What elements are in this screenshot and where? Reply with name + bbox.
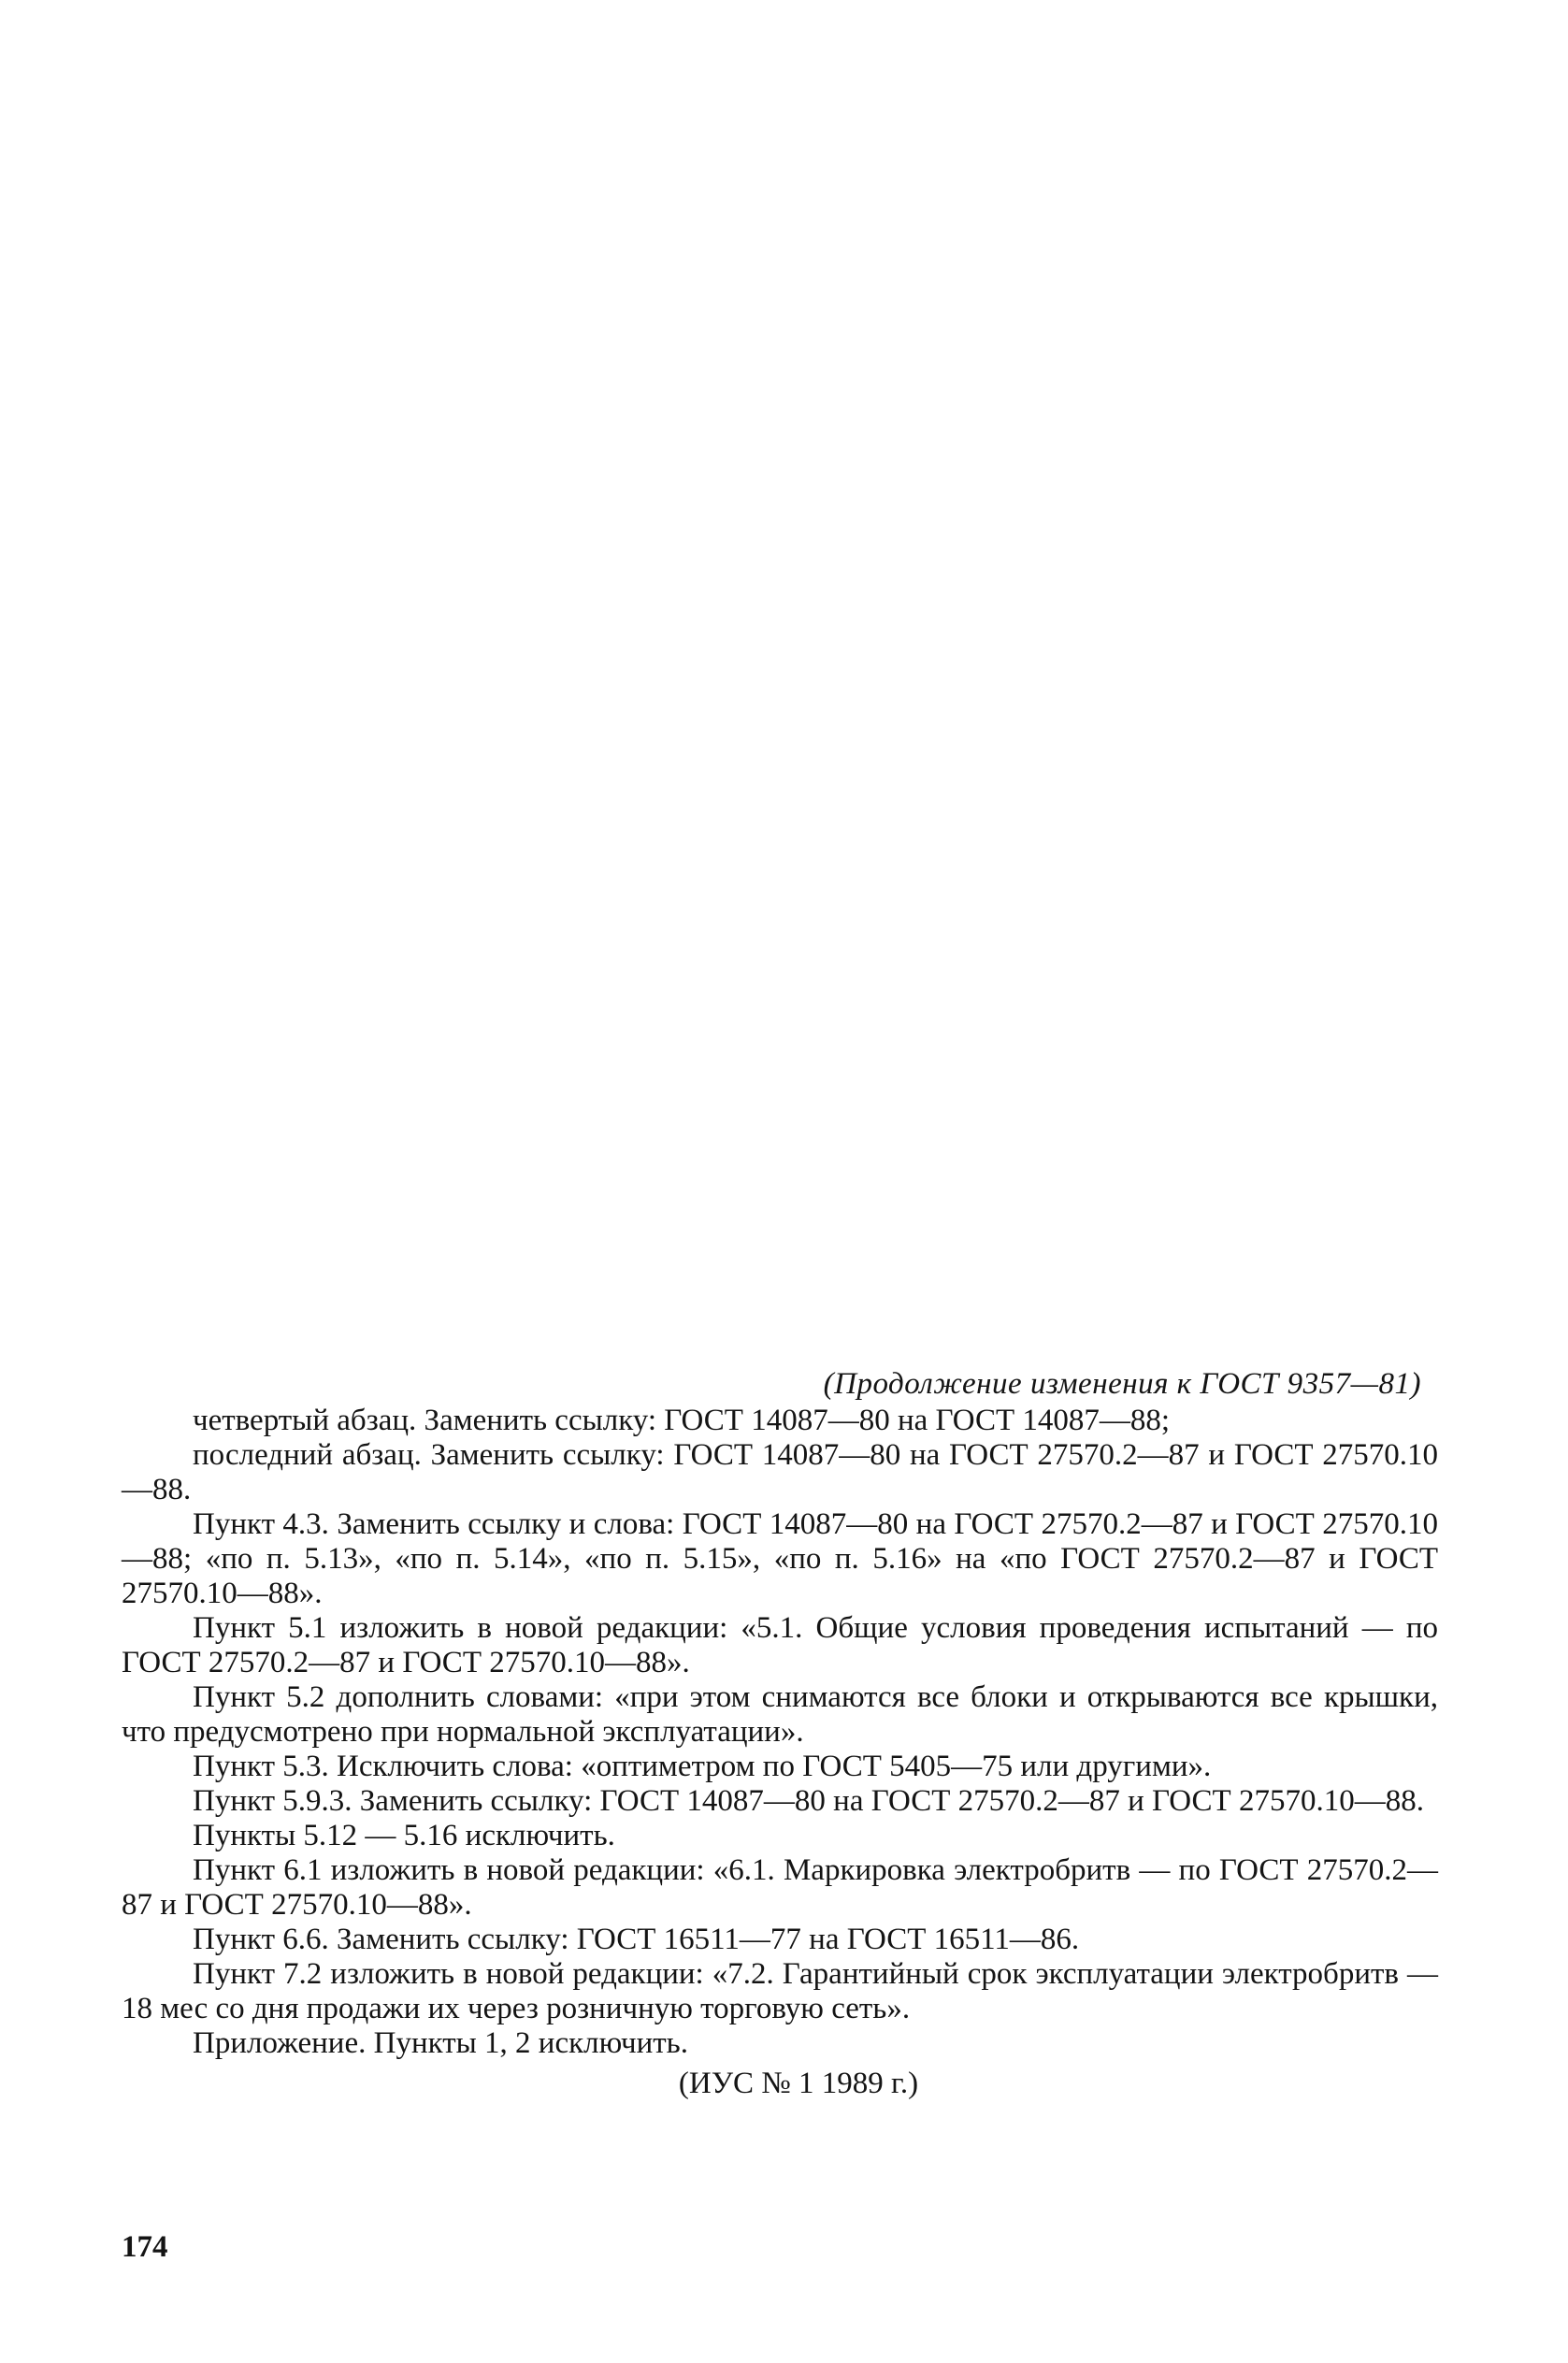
- paragraph-10: Пункт 6.6. Заменить ссылку: ГОСТ 16511—77 на ГОСТ 16511—86.: [193, 1923, 1080, 1956]
- paragraph-6: Пункт 5.3. Исключить слова: «оптиметром по ГОСТ 5405—75 или другими».: [193, 1750, 1212, 1783]
- paragraph-4: Пункт 5.1 изложить в новой редакции: «5.1. Общие условия проведения испытаний — по ГОСТ 27570.2—87 и ГОСТ 27570.10—88».: [122, 1611, 1438, 1679]
- paragraph-9: Пункт 6.1 изложить в новой редакции: «6.1. Маркировка электробритв — по ГОСТ 27570.2—87 и ГОСТ 27570.10—88».: [122, 1853, 1438, 1922]
- paragraph-3: Пункт 4.3. Заменить ссылку и слова: ГОСТ 14087—80 на ГОСТ 27570.2—87 и ГОСТ 27570.10—88; «по п. 5.13», «по п. 5.14», «по п. 5.15», «по п. 5.16» на «по ГОСТ 27570.2—87 и ГОСТ 27570.10—88».: [122, 1507, 1438, 1610]
- paragraph-8: Пункты 5.12 — 5.16 исключить.: [193, 1819, 615, 1852]
- paragraph-2: последний абзац. Заменить ссылку: ГОСТ 14087—80 на ГОСТ 27570.2—87 и ГОСТ 27570.10—88.: [122, 1438, 1438, 1506]
- paragraph-11: Пункт 7.2 изложить в новой редакции: «7.2. Гарантийный срок эксплуатации электробритв — 18 мес со дня продажи их через розничную торговую сеть».: [122, 1957, 1438, 2025]
- ius-reference: (ИУС № 1 1989 г.): [678, 2067, 919, 2100]
- continuation-header: (Продолжение изменения к ГОСТ 9357—81): [823, 1367, 1421, 1401]
- paragraph-7: Пункт 5.9.3. Заменить ссылку: ГОСТ 14087—80 на ГОСТ 27570.2—87 и ГОСТ 27570.10—88.: [193, 1784, 1424, 1818]
- paragraph-5: Пункт 5.2 дополнить словами: «при этом снимаются все блоки и открываются все крышки, что предусмотрено при нормальной эксплуатации».: [122, 1680, 1438, 1749]
- paragraph-1: четвертый абзац. Заменить ссылку: ГОСТ 14087—80 на ГОСТ 14087—88;: [193, 1404, 1171, 1437]
- paragraph-12: Приложение. Пункты 1, 2 исключить.: [193, 2026, 688, 2060]
- page-number: 174: [122, 2230, 168, 2264]
- amendment-text-block: [122, 1367, 1438, 2101]
